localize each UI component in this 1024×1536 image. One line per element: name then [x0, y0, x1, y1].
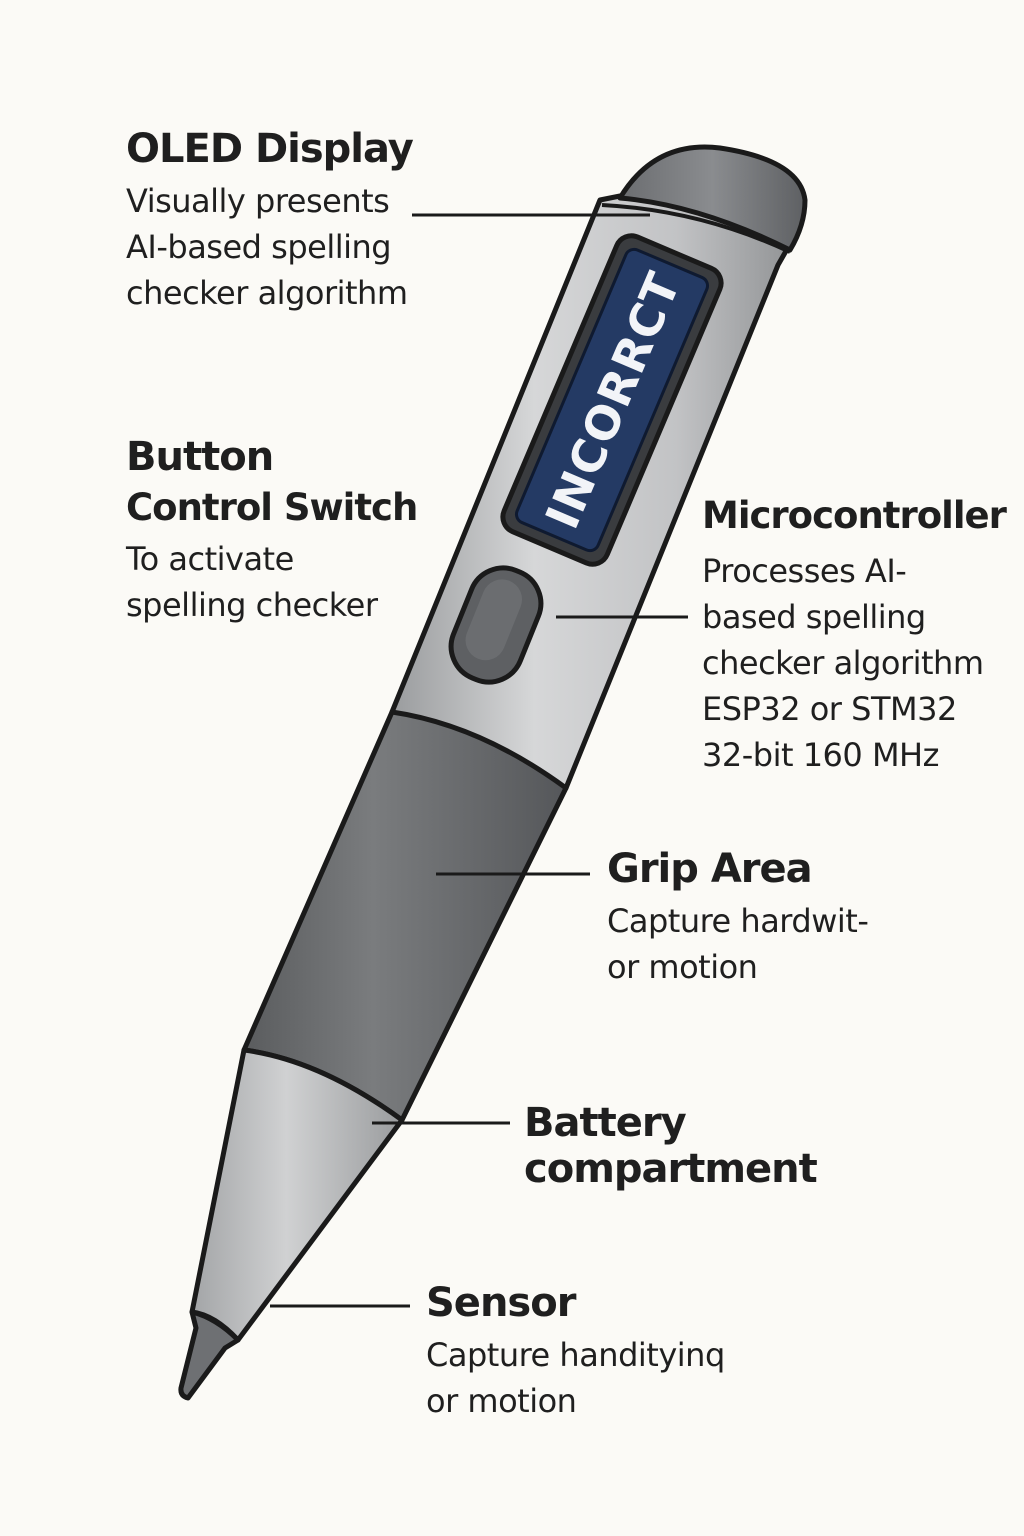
display-text: INCORRCT [534, 264, 692, 537]
microcontroller-desc-line: ESP32 or STM32 [702, 690, 957, 729]
microcontroller-desc-line: checker algorithm [702, 644, 984, 683]
button-desc-line: To activate [126, 540, 294, 579]
battery-title-line: Battery [524, 1100, 686, 1146]
battery-title-line: compartment [524, 1146, 817, 1192]
button-desc-line: spelling checker [126, 586, 378, 625]
button-title: Button [126, 434, 274, 480]
microcontroller-desc-line: based spelling [702, 598, 926, 637]
oled-desc-line: Visually presents [126, 182, 390, 220]
microcontroller-title: Microcontroller [702, 494, 1006, 537]
microcontroller-desc-line: Processes AI- [702, 552, 907, 591]
oled-desc-line: AI-based spelling [126, 228, 392, 266]
grip-desc-line: Capture hardwit- [607, 902, 869, 940]
button-subtitle: Control Switch [126, 486, 418, 529]
microcontroller-desc-line: 32-bit 160 MHz [702, 736, 939, 775]
sensor-desc-line: Capture handityinq [426, 1336, 725, 1374]
label-button [126, 434, 417, 628]
grip-desc-line: or motion [607, 948, 758, 986]
oled-title: OLED Display [126, 126, 413, 172]
sensor-title: Sensor [426, 1280, 576, 1326]
label-microcontroller [702, 494, 1006, 778]
label-sensor [426, 1280, 725, 1424]
label-battery-compartment [524, 1100, 817, 1192]
sensor-desc-line: or motion [426, 1382, 577, 1420]
label-oled-display [126, 126, 413, 316]
label-grip-area [607, 846, 868, 990]
oled-desc-line: checker algorithm [126, 274, 408, 312]
grip-title: Grip Area [607, 846, 812, 892]
